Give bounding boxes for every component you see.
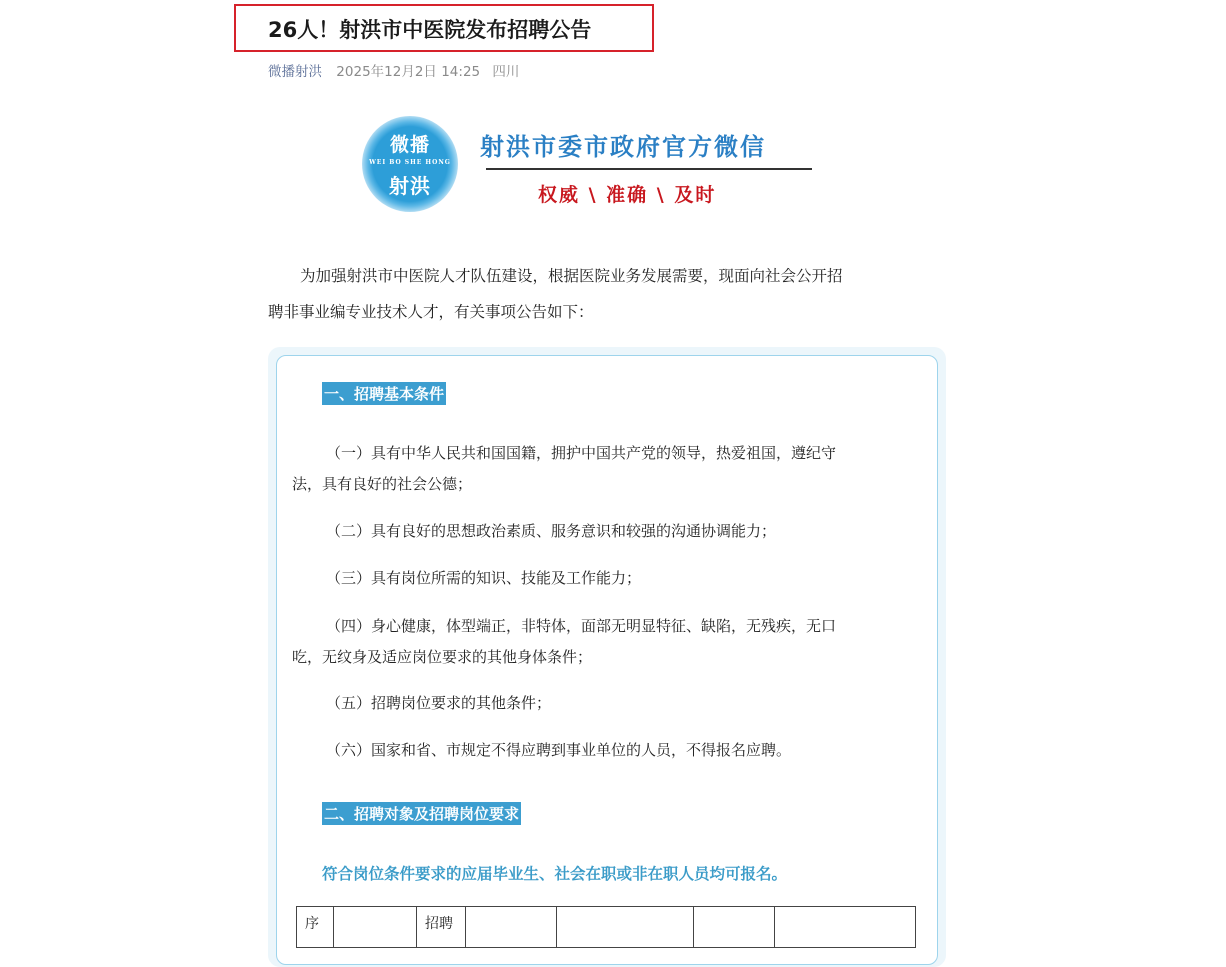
table-header-cell: 序 — [297, 907, 334, 948]
section-heading-1: 一、招聘基本条件 — [322, 382, 446, 405]
table-header-row — [297, 907, 916, 948]
condition-item-1 — [292, 438, 924, 500]
publish-location: 四川 — [492, 64, 520, 80]
condition-item-6-line-1: （六）国家和省、市规定不得应聘到事业单位的人员，不得报名应聘。 — [326, 741, 792, 759]
article-meta — [268, 60, 519, 80]
eligibility-highlight: 符合岗位条件要求的应届毕业生、社会在职或非在职人员均可报名。 — [322, 865, 788, 883]
author-link[interactable]: 微播射洪 — [268, 64, 322, 80]
table-header-cell — [334, 907, 417, 948]
condition-item-4-line-2: 吃，无纹身及适应岗位要求的其他身体条件； — [292, 648, 593, 666]
table-header-cell — [775, 907, 916, 948]
condition-item-2 — [292, 516, 924, 547]
publish-date: 2025年12月2日 14:25 — [336, 64, 481, 80]
banner-divider — [486, 168, 812, 170]
table-header-cell — [557, 907, 694, 948]
logo-line1: 微播 — [389, 134, 430, 156]
intro-paragraph — [268, 258, 944, 330]
table-header-cell: 招聘 — [417, 907, 466, 948]
logo-pinyin: WEI BO SHE HONG — [369, 159, 451, 166]
positions-table — [296, 906, 916, 948]
table-header-cell — [466, 907, 557, 948]
intro-line-1: 为加强射洪市中医院人才队伍建设，根据医院业务发展需要，现面向社会公开招 — [300, 267, 843, 285]
article-title: 26人！射洪市中医院发布招聘公告 — [268, 18, 592, 42]
condition-item-5 — [292, 688, 924, 719]
condition-item-6 — [292, 735, 924, 766]
condition-item-3-line-1: （三）具有岗位所需的知识、技能及工作能力； — [326, 569, 642, 587]
condition-item-4-line-1: （四）身心健康，体型端正，非特体，面部无明显特征、缺陷，无残疾，无口 — [326, 617, 837, 635]
logo-line2: 射洪 — [389, 174, 431, 198]
condition-item-1-line-1: （一）具有中华人民共和国国籍，拥护中国共产党的领导，热爱祖国，遵纪守 — [326, 444, 837, 462]
condition-item-1-line-2: 法，具有良好的社会公德； — [292, 475, 473, 493]
table-header-cell — [694, 907, 775, 948]
intro-line-2: 聘非事业编专业技术人才，有关事项公告如下： — [268, 303, 594, 321]
section-heading-2: 二、招聘对象及招聘岗位要求 — [322, 802, 521, 825]
account-logo — [362, 116, 458, 212]
condition-item-2-line-1: （二）具有良好的思想政治素质、服务意识和较强的沟通协调能力； — [326, 522, 777, 540]
condition-item-5-line-1: （五）招聘岗位要求的其他条件； — [326, 694, 552, 712]
condition-item-3 — [292, 563, 924, 594]
condition-item-4 — [292, 611, 924, 673]
account-banner — [362, 112, 822, 216]
banner-slogan: 权威 \ 准确 \ 及时 — [538, 184, 717, 206]
banner-title: 射洪市委市政府官方微信 — [480, 132, 766, 161]
